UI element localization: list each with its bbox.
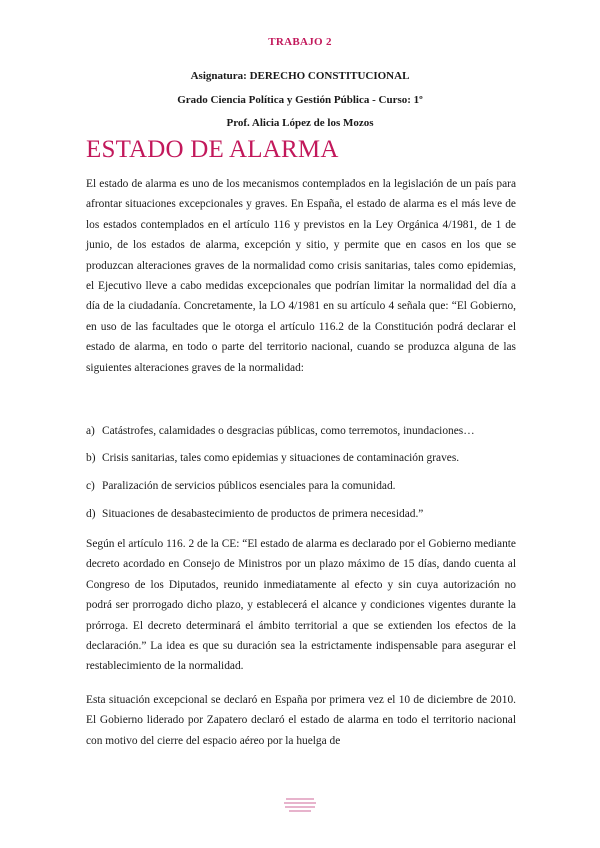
- list-marker: b): [86, 452, 96, 464]
- list-item: [86, 480, 516, 492]
- list-item-text: Paralización de servicios públicos esenciales para la comunidad.: [102, 480, 396, 492]
- list-item: [86, 508, 516, 520]
- list-item-text: Crisis sanitarias, tales como epidemias y situaciones de contaminación graves.: [102, 452, 460, 464]
- degree-line: Grado Ciencia Política y Gestión Pública - Curso: 1º: [177, 94, 423, 106]
- paragraph-article-116: Según el artículo 116. 2 de la CE: “El estado de alarma es declarado por el Gobierno mediante decreto acordado en Consejo de Ministros por un plazo máximo de 15 días, dando cuenta al Congreso de los Diputados, reunido inmediatamente al efecto y sin cuya autorización no podrá ser prorrogado dicho plazo, y establecerá el alcance y condiciones vigentes durante la prórroga. El decreto determinará el ámbito territorial a que se extienden los efectos de la declaración.” La idea es que su duración sea la estrictamente indispensable para asegurar el restablecimiento de la normalidad.: [86, 538, 516, 673]
- paragraph-first-declaration: Esta situación excepcional se declaró en España por primera vez el 10 de diciembre de 2010. El Gobierno liderado por Zapatero declaró el estado de alarma en todo el territorio nacional con motivo del cierre del espacio aéreo por la huelga de: [86, 694, 516, 747]
- document-title: TRABAJO 2: [268, 36, 332, 48]
- list-item-text: Situaciones de desabastecimiento de productos de primera necesidad.”: [102, 508, 424, 520]
- section-heading: ESTADO DE ALARMA: [86, 136, 339, 163]
- subject-line: Asignatura: DERECHO CONSTITUCIONAL: [190, 70, 410, 82]
- paragraph-intro: El estado de alarma es uno de los mecanismos contemplados en la legislación de un país para afrontar situaciones excepcionales y graves. En España, el estado de alarma es el más leve de los estados contemplados en el artículo 116 y previstos en la Ley Orgánica 4/1981, de 1 de junio, de los estados de alarma, excepción y sitio, y permite que en casos en los que se produzcan alteraciones graves de la normalidad como crisis sanitarias, tales como epidemias, el Ejecutivo lleve a cabo medidas excepcionales que podrían limitar la normalidad del día a día de la ciudadanía. Concretamente, la LO 4/1981 en su artículo 4 señala que: “El Gobierno, en uso de las facultades que le otorga el artículo 116.2 de la Constitución podrá declarar el estado de alarma, en todo o parte del territorio nacional, cuando se produzca alguna de las siguientes alteraciones graves de la normalidad:: [86, 178, 516, 374]
- list-item-text: Catástrofes, calamidades o desgracias públicas, como terremotos, inundaciones…: [102, 425, 475, 437]
- list-marker: d): [86, 508, 96, 520]
- list-item: [86, 425, 516, 437]
- footer-watermark-icon: [282, 796, 318, 820]
- list-marker: a): [86, 425, 95, 437]
- list-marker: c): [86, 480, 95, 492]
- professor-line: Prof. Alicia López de los Mozos: [226, 117, 374, 129]
- list-item: [86, 452, 516, 464]
